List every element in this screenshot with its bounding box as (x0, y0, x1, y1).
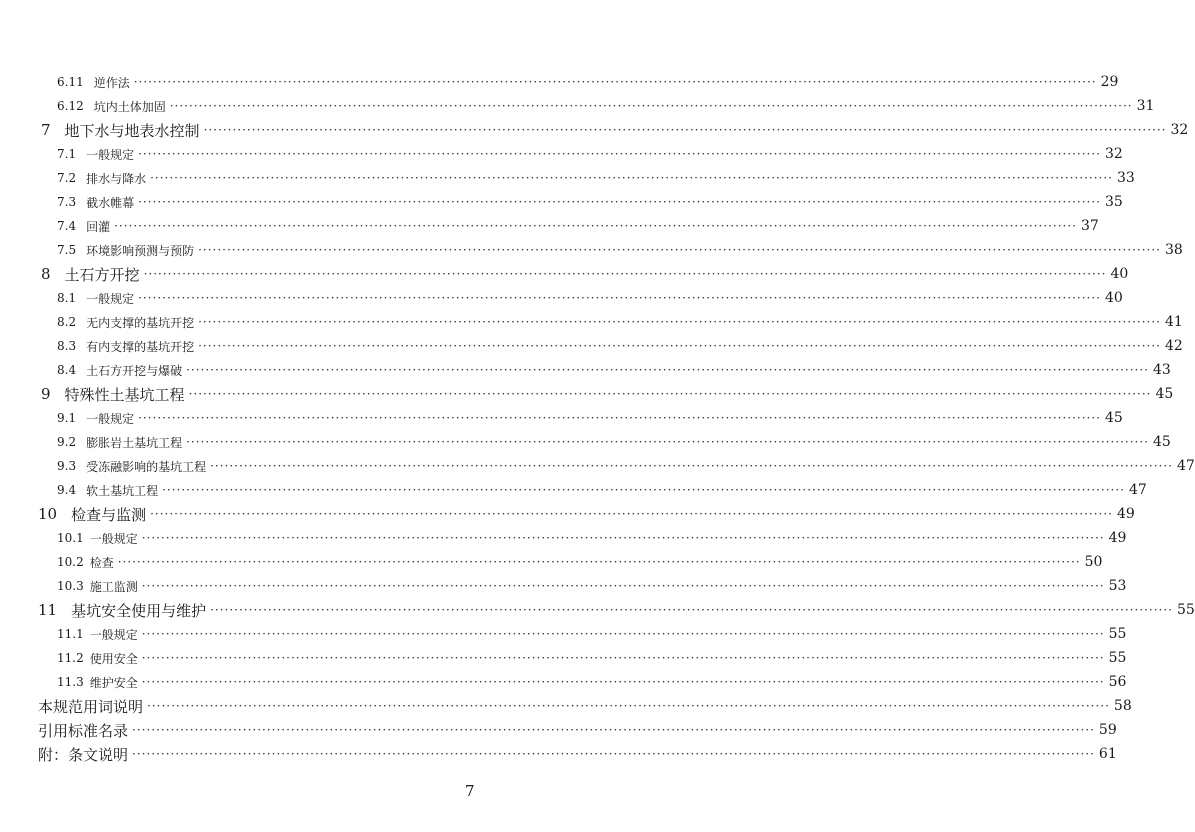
toc-entry-title: 排水与降水 (86, 171, 147, 186)
toc-chapter-title: 地下水与地表水控制 (64, 121, 200, 140)
toc-entry-title: 使用安全 (89, 651, 138, 666)
toc-entry-title: 无内支撑的基坑开挖 (86, 315, 195, 330)
toc-entry-number: 9.3 (57, 459, 77, 473)
toc-entry-number: 8.2 (57, 315, 77, 329)
toc-backmatter-title: 本规范用词说明 (38, 697, 144, 716)
toc-entry-number: 9.2 (57, 435, 77, 449)
toc-chapter[interactable] (0, 118, 1189, 142)
toc-chapter-number: 8 (41, 265, 51, 283)
dot-leader: ········································································································································································································ (132, 747, 1095, 761)
toc-chapter-page: 40 (1110, 266, 1129, 282)
toc-entry-page: 47 (1177, 458, 1195, 474)
toc-entry-title: 回灌 (86, 219, 111, 234)
toc-chapter-title: 土石方开挖 (64, 265, 140, 284)
toc-chapter[interactable] (0, 382, 1174, 406)
toc-entry-title: 检查 (89, 555, 114, 570)
toc-entry-number: 8.3 (57, 339, 77, 353)
toc-entry-title: 土石方开挖与爆破 (86, 363, 183, 378)
toc-backmatter-page: 61 (1098, 746, 1117, 762)
toc-entry-title: 有内支撑的基坑开挖 (86, 339, 195, 354)
dot-leader: ········································································································································································································ (117, 555, 1081, 569)
toc-chapter-title: 特殊性土基坑工程 (64, 385, 185, 404)
toc-entry-title: 施工监测 (89, 579, 138, 594)
toc-backmatter[interactable] (0, 718, 1117, 742)
toc-entry[interactable] (0, 478, 1147, 502)
toc-entry-number: 7.3 (57, 195, 77, 209)
toc-entry-title: 截水帷幕 (86, 195, 135, 210)
toc-entry-title: 一般规定 (86, 147, 135, 162)
toc-entry[interactable] (0, 358, 1171, 382)
dot-leader: ········································································································································································································ (169, 99, 1133, 113)
dot-leader: ········································································································································································································ (186, 435, 1149, 449)
dot-leader: ········································································································································································································ (141, 675, 1105, 689)
dot-leader: ········································································································································································································ (141, 579, 1105, 593)
dot-leader: ········································································································································································································ (114, 219, 1077, 233)
dot-leader: ········································································································································································································ (132, 723, 1095, 737)
toc-entry-page: 56 (1108, 674, 1127, 690)
toc-entry[interactable] (0, 550, 1103, 574)
toc-entry-page: 49 (1108, 530, 1127, 546)
toc-chapter[interactable] (0, 502, 1135, 526)
toc-entry[interactable] (0, 238, 1183, 262)
toc-entry[interactable] (0, 310, 1183, 334)
toc-entry-page: 42 (1165, 338, 1183, 354)
toc-entry[interactable] (0, 670, 1127, 694)
toc-entry-page: 53 (1108, 578, 1127, 594)
toc-entry-title: 维护安全 (89, 675, 138, 690)
toc-entry-page: 47 (1129, 482, 1147, 498)
dot-leader: ········································································································································································································ (138, 291, 1101, 305)
toc-entry-page: 41 (1165, 314, 1183, 330)
toc-chapter-number: 11 (38, 601, 58, 619)
toc-chapter-title: 检查与监测 (71, 505, 147, 524)
toc-entry-number: 7.5 (57, 243, 77, 257)
toc-entry-number: 7.4 (57, 219, 77, 233)
toc-backmatter-page: 59 (1098, 722, 1117, 738)
toc-entry[interactable] (0, 622, 1127, 646)
toc-entry[interactable] (0, 286, 1123, 310)
dot-leader: ········································································································································································································ (150, 507, 1113, 521)
toc-entry-page: 45 (1105, 410, 1123, 426)
dot-leader: ········································································································································································································ (141, 627, 1105, 641)
dot-leader: ········································································································································································································ (188, 387, 1152, 401)
toc-entry[interactable] (0, 430, 1171, 454)
dot-leader: ········································································································································································································ (198, 243, 1161, 257)
toc-entry[interactable] (0, 526, 1127, 550)
toc-chapter-title: 基坑安全使用与维护 (71, 601, 207, 620)
toc-entry[interactable] (0, 142, 1123, 166)
dot-leader: ········································································································································································································ (203, 123, 1167, 137)
dot-leader: ········································································································································································································ (150, 171, 1113, 185)
toc-entry-page: 29 (1100, 74, 1119, 90)
toc-entry[interactable] (0, 406, 1123, 430)
toc-entry-title: 膨胀岩土基坑工程 (86, 435, 183, 450)
toc-entry-page: 40 (1105, 290, 1123, 306)
toc-entry-page: 43 (1153, 362, 1171, 378)
toc-chapter-page: 32 (1170, 122, 1189, 138)
toc-entry-title: 环境影响预测与预防 (86, 243, 195, 258)
dot-leader: ········································································································································································································ (133, 75, 1097, 89)
dot-leader: ········································································································································································································ (138, 147, 1101, 161)
toc-entry[interactable] (0, 166, 1135, 190)
page-number: 7 (465, 782, 475, 800)
dot-leader: ········································································································································································································ (210, 459, 1173, 473)
dot-leader: ········································································································································································································ (143, 267, 1107, 281)
toc-chapter-number: 10 (38, 505, 58, 523)
toc-entry-number: 9.1 (57, 411, 77, 425)
toc-entry-number: 9.4 (57, 483, 77, 497)
dot-leader: ········································································································································································································ (198, 339, 1161, 353)
toc-entry-title: 一般规定 (86, 291, 135, 306)
toc-entry[interactable] (0, 646, 1127, 670)
toc-chapter[interactable] (0, 598, 1195, 622)
toc-entry-number: 11.3 (57, 675, 84, 689)
toc-entry-number: 8.4 (57, 363, 77, 377)
toc-chapter-number: 9 (41, 385, 51, 403)
dot-leader: ········································································································································································································ (141, 651, 1105, 665)
toc-backmatter-title: 附：条文说明 (38, 745, 129, 764)
toc-backmatter-page: 58 (1113, 698, 1132, 714)
toc-entry-number: 6.11 (57, 75, 84, 89)
toc-entry-title: 软土基坑工程 (86, 483, 159, 498)
toc-entry-number: 10.2 (57, 555, 84, 569)
toc-entry-number: 6.12 (57, 99, 84, 113)
toc-entry[interactable] (0, 334, 1183, 358)
toc-chapter[interactable] (0, 262, 1129, 286)
toc-entry[interactable] (0, 190, 1123, 214)
toc-entry-title: 逆作法 (93, 75, 130, 90)
toc-entry-number: 11.2 (57, 651, 84, 665)
dot-leader: ········································································································································································································ (198, 315, 1161, 329)
dot-leader: ········································································································································································································ (138, 411, 1101, 425)
toc-entry-page: 50 (1084, 554, 1103, 570)
toc-entry-page: 55 (1108, 650, 1127, 666)
toc-entry-page: 32 (1105, 146, 1123, 162)
toc-backmatter[interactable] (0, 742, 1117, 766)
toc-entry[interactable] (0, 70, 1119, 94)
dot-leader: ········································································································································································································ (147, 699, 1110, 713)
toc-entry-page: 37 (1081, 218, 1099, 234)
toc-chapter-page: 45 (1155, 386, 1174, 402)
toc-chapter-page: 55 (1177, 602, 1195, 618)
toc-entry-page: 33 (1117, 170, 1135, 186)
toc-entry-number: 10.1 (57, 531, 84, 545)
toc-entry-number: 10.3 (57, 579, 84, 593)
toc-entry-title: 一般规定 (89, 531, 138, 546)
toc-entry-page: 38 (1165, 242, 1183, 258)
toc-entry-page: 31 (1136, 98, 1155, 114)
toc-entry-title: 一般规定 (86, 411, 135, 426)
toc-entry-number: 7.2 (57, 171, 77, 185)
toc-entry-page: 45 (1153, 434, 1171, 450)
dot-leader: ········································································································································································································ (138, 195, 1101, 209)
toc-entry[interactable] (0, 214, 1099, 238)
dot-leader: ········································································································································································································ (210, 603, 1173, 617)
toc-entry-title: 受冻融影响的基坑工程 (86, 459, 207, 474)
dot-leader: ········································································································································································································ (186, 363, 1149, 377)
toc-chapter-page: 49 (1117, 506, 1135, 522)
toc-entry[interactable] (0, 574, 1127, 598)
toc-chapter-number: 7 (41, 121, 51, 139)
toc-entry[interactable] (0, 454, 1195, 478)
toc-entry-page: 55 (1108, 626, 1127, 642)
dot-leader: ········································································································································································································ (141, 531, 1105, 545)
toc-entry-title: 坑内土体加固 (93, 99, 166, 114)
toc-entry-number: 11.1 (57, 627, 84, 641)
toc-backmatter[interactable] (0, 694, 1132, 718)
toc-entry[interactable] (0, 94, 1155, 118)
toc-entry-page: 35 (1105, 194, 1123, 210)
toc-backmatter-title: 引用标准名录 (38, 721, 129, 740)
toc-entry-number: 8.1 (57, 291, 77, 305)
toc-entry-title: 一般规定 (89, 627, 138, 642)
dot-leader: ········································································································································································································ (162, 483, 1125, 497)
toc-entry-number: 7.1 (57, 147, 77, 161)
